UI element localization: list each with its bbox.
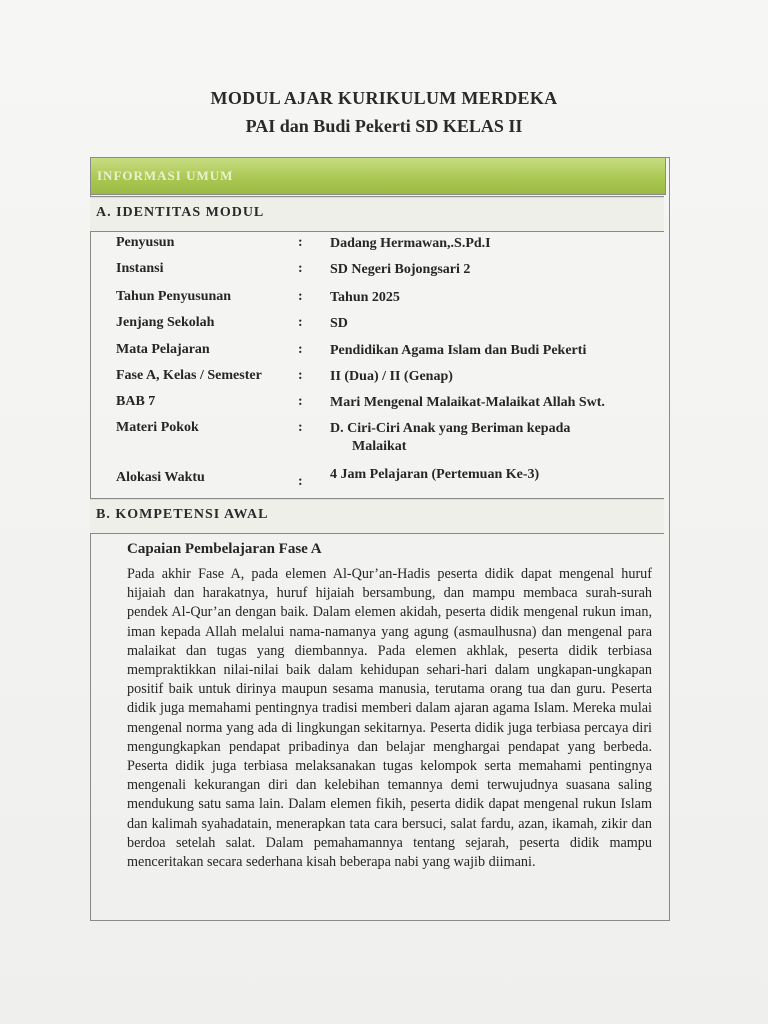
identity-value: II (Dua) / II (Genap) <box>330 369 453 384</box>
identity-value: Pendidikan Agama Islam dan Budi Pekerti <box>330 343 587 358</box>
identity-value-line: D. Ciri-Ciri Anak yang Beriman kepada <box>330 421 571 436</box>
identity-value: SD Negeri Bojongsari 2 <box>330 262 471 277</box>
identity-colon: : <box>298 289 303 304</box>
identity-colon: : <box>298 368 303 383</box>
capaian-paragraph: Pada akhir Fase A, pada elemen Al-Qur’an-Hadis peserta didik dapat mengenal huruf hijaiah dan harakatnya, huruf hijaiah bersambung, dan mampu membaca surah-surah pendek Al-Qur’an dengan baik. Dalam elemen akidah, peserta didik mengenal rukun iman, iman kepada Allah melalui nama-namanya yang agung (asmaulhusna) dan mengenal para malaikat dan tugas yang diembannya. Pada elemen akhlak, peserta didik terbiasa mempraktikkan nilai-nilai baik dalam kehidupan sehari-hari dalam ungkapan-ungkapan positif baik untuk dirinya maupun sesama manusia, terutama orang tua dan guru. Peserta didik juga memahami pentingnya tradisi memberi dalam ajaran agama Islam. Mereka mulai mengenal norma yang ada di lingkungan sekitarnya. Peserta didik juga terbiasa percaya diri mengungkapkan pendapat pribadinya dan belajar menghargai pendapat yang berbeda. Peserta didik juga terbiasa melaksanakan tugas kelompok serta memahami pentingnya mengenali kekurangan diri dan kelebihan temannya demi terwujudnya suasana saling mendukung satu sama lain. Dalam elemen fikih, peserta didik dapat mengenal rukun Islam dan kalimah syahadatain, menerapkan tata cara bersuci, salat fardu, azan, ikamah, zikir dan berdoa setelah salat. Dalam pemahamannya tentang sejarah, peserta didik mampu menceritakan secara sederhana kisah beberapa nabi yang wajib diimani. <box>127 566 652 871</box>
identity-label: Alokasi Waktu <box>116 470 205 485</box>
identity-value: Mari Mengenal Malaikat-Malaikat Allah Swt. <box>330 395 605 410</box>
identity-colon: : <box>298 342 303 357</box>
identity-label: Fase A, Kelas / Semester <box>116 368 262 383</box>
identity-value: Dadang Hermawan,.S.Pd.I <box>330 236 491 251</box>
identity-value: 4 Jam Pelajaran (Pertemuan Ke-3) <box>330 467 540 482</box>
identity-label: Tahun Penyusunan <box>116 289 232 304</box>
identity-label: Materi Pokok <box>116 420 199 435</box>
info-umum-label: INFORMASI UMUM <box>97 168 234 183</box>
section-identitas-header <box>90 196 664 232</box>
section-kompetensi-title: B. KOMPETENSI AWAL <box>96 507 269 522</box>
document-title: MODUL AJAR KURIKULUM MERDEKA <box>210 88 558 108</box>
identity-colon: : <box>298 261 303 276</box>
identity-label: BAB 7 <box>116 394 156 409</box>
identity-colon: : <box>298 420 303 435</box>
identity-value: Tahun 2025 <box>330 290 400 305</box>
identity-colon: : <box>298 315 303 330</box>
section-kompetensi-header <box>90 498 664 534</box>
identity-label: Jenjang Sekolah <box>116 315 215 330</box>
identity-label: Instansi <box>116 261 164 276</box>
identity-label: Penyusun <box>116 235 175 250</box>
identity-colon: : <box>298 474 303 489</box>
identity-value: SD <box>330 316 348 331</box>
identity-label: Mata Pelajaran <box>116 342 210 357</box>
identity-value-continuation: Malaikat <box>352 439 407 454</box>
document-subtitle: PAI dan Budi Pekerti SD KELAS II <box>245 116 523 136</box>
identity-colon: : <box>298 235 303 250</box>
capaian-title: Capaian Pembelajaran Fase A <box>127 541 322 557</box>
info-umum-band <box>90 157 666 195</box>
identity-value <box>330 420 650 456</box>
identity-colon: : <box>298 394 303 409</box>
section-identitas-title: A. IDENTITAS MODUL <box>96 205 265 220</box>
